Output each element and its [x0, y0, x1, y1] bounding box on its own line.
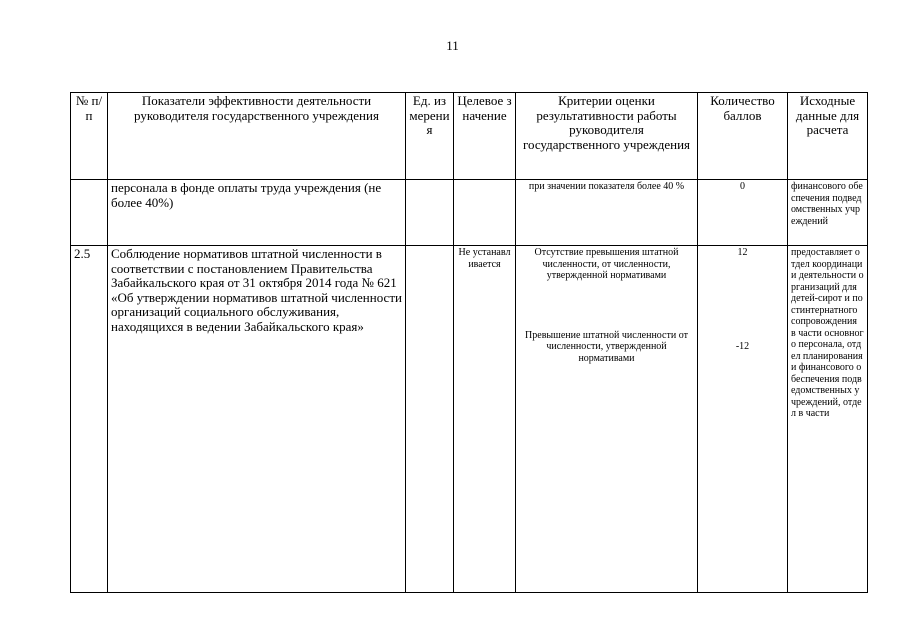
row-unit	[406, 180, 454, 246]
header-indicator: Показатели эффективности деятельности руководителя государственного учреждения	[108, 93, 406, 180]
row-target	[454, 180, 516, 246]
header-row	[71, 93, 868, 180]
row-score	[698, 246, 788, 593]
header-source: Исходные данные для расчета	[788, 93, 868, 180]
table-row	[71, 246, 868, 593]
header-criteria: Критерии оценки результативности работы руководителя государственного учреждения	[516, 93, 698, 180]
score-value: -12	[735, 340, 750, 352]
criterion-text: Превышение штатной численности от численности, утвержденной нормативами	[525, 329, 688, 364]
row-number: 2.5	[71, 246, 108, 593]
row-criteria	[516, 180, 698, 246]
header-unit: Ед. измерения	[406, 93, 454, 180]
row-score	[698, 180, 788, 246]
row-target: Не устанавливается	[454, 246, 516, 593]
row-indicator: персонала в фонде оплаты труда учреждения (не более 40%)	[108, 180, 406, 246]
header-score: Количество баллов	[698, 93, 788, 180]
row-indicator: Соблюдение нормативов штатной численности в соответствии с постановлением Правительства Забайкальского края от 31 октября 2014 года № 621 «Об утверждении нормативов штатной численности организаций социального обслуживания, находящихся в ведении Забайкальского края»	[108, 246, 406, 593]
criterion-text: Отсутствие превышения штатной численности, от численности, утвержденной нормативами	[534, 247, 679, 281]
score-value: 12	[737, 247, 748, 258]
row-criteria	[516, 246, 698, 593]
score-value: 0	[740, 181, 745, 192]
header-num: № п/п	[71, 93, 108, 180]
row-number	[71, 180, 108, 246]
table-row	[71, 180, 868, 246]
criterion-text: при значении показателя более 40 %	[528, 181, 685, 192]
row-source: финансового обеспечения подведомственных учреждений	[788, 180, 868, 246]
header-target: Целевое значение	[454, 93, 516, 180]
page-number: 11	[446, 38, 459, 53]
row-source: предоставляет отдел координации деятельности организаций для детей-сирот и постинтернатного сопровождения в части основного персонала, отдел планирования и финансового обеспечения подведомственных учреждений, отдел в части	[788, 246, 868, 593]
row-unit	[406, 246, 454, 593]
indicators-table	[70, 92, 868, 593]
